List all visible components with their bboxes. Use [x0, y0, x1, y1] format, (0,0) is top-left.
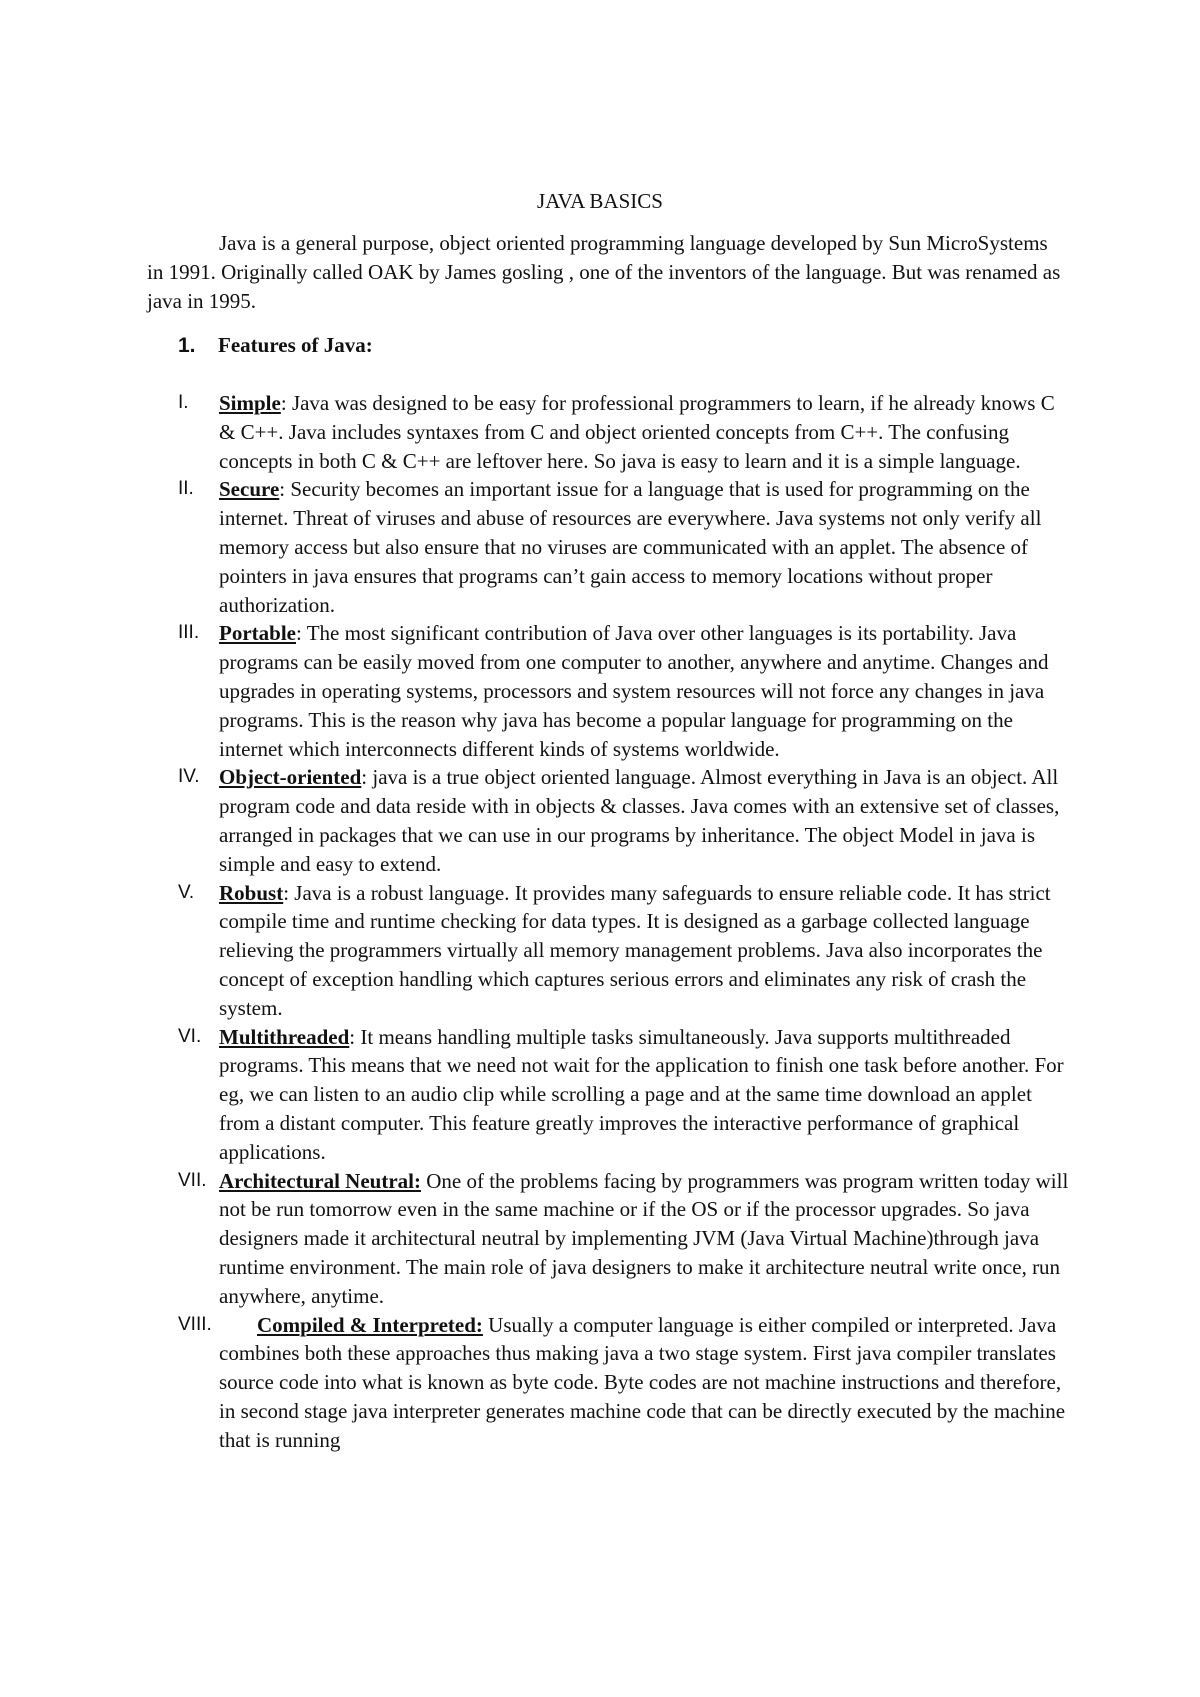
feature-term: Compiled & Interpreted:	[257, 1312, 483, 1337]
intro-paragraph: Java is a general purpose, object oriented programming language developed by Sun MicroSystems in 1991. Originally called OAK by James gosling , one of the inventors of the language. But was renamed as java in 1995.	[147, 231, 1061, 313]
feature-term: Secure	[219, 477, 280, 502]
feature-text: Java is a robust language. It provides many safeguards to ensure reliable code. It has strict compile time and runtime checking for data types. It is designed as a garbage collected language relieving the programmers virtually all memory management problems. Java also incorporates the concept of exception handling which captures serious errors and eliminates any risk of crash the system.	[219, 880, 1051, 1020]
feature-text: It means handling multiple tasks simultaneously. Java supports multithreaded programs. This means that we need not wait for the application to finish one task before another. For eg, we can listen to an audio clip while scrolling a page and at the same time download an applet from a distant computer. This feature greatly improves the interactive performance of graphical applications.	[219, 1024, 1064, 1164]
features-list	[0, 389, 1200, 1454]
feature-text: Usually a computer language is either compiled or interpreted. Java combines both these approaches thus making java a two stage system. First java compiler translates source code into what is known as byte code. Byte codes are not machine instructions and therefore, in second stage java interpreter generates machine code that can be directly executed by the machine that is running	[219, 1312, 1066, 1452]
feature-separator: :	[295, 621, 302, 646]
feature-text: Security becomes an important issue for a language that is used for programming on the internet. Threat of viruses and abuse of resources are everywhere. Java systems not only verify all memory access but also ensure that no viruses are communicated with an applet. The absence of pointers in java ensures that programs can’t gain access to memory locations without proper authorization.	[219, 477, 1042, 617]
feature-text: java is a true object oriented language. Almost everything in Java is an object. All program code and data reside with in objects & classes. Java comes with an extensive set of classes, arranged in packages that we can use in our programs by inheritance. The object Model in java is simple and easy to extend.	[219, 765, 1060, 876]
page-title: JAVA BASICS	[537, 189, 663, 213]
feature-text: The most significant contribution of Java over other languages is its portability. Java programs can be easily moved from one computer to another, anywhere and anytime. Changes and upgrades in operating systems, processors and system resources will not force any changes in java programs. This is the reason why java has become a popular language for programming on the internet which interconnects different kinds of systems worldwide.	[219, 621, 1049, 761]
feature-separator: :	[279, 477, 286, 502]
feature-term: Object-oriented	[219, 765, 362, 790]
section-heading	[178, 331, 373, 360]
feature-item-multithreaded	[0, 1023, 1069, 1167]
feature-separator: :	[349, 1024, 356, 1049]
list-marker: VII.	[178, 1169, 207, 1191]
feature-term: Robust	[219, 880, 284, 905]
feature-text: Java was designed to be easy for professional programmers to learn, if he already knows C & C++. Java includes syntaxes from C and object oriented concepts from C++. The confusing concepts in both C & C++ are leftover here. So java is easy to learn and it is a simple language.	[219, 391, 1055, 473]
feature-term: Multithreaded	[219, 1024, 350, 1049]
feature-item-compiled-interpreted	[0, 1311, 1069, 1455]
section-heading-text: Features of Java:	[218, 333, 373, 357]
list-marker: I.	[178, 392, 189, 413]
feature-item-simple	[0, 389, 1069, 475]
feature-separator: :	[361, 765, 368, 790]
feature-item-architectural-neutral	[0, 1167, 1069, 1311]
feature-item-object-oriented	[0, 763, 1069, 878]
feature-item-robust	[0, 879, 1069, 1023]
feature-separator: :	[280, 391, 287, 415]
feature-term: Simple	[219, 391, 281, 415]
feature-item-portable	[0, 619, 1069, 763]
feature-text: One of the problems facing by programmers was program written today will not be run tomorrow even in the same machine or if the OS or if the processor upgrades. So java designers made it architectural neutral by implementing JVM (Java Virtual Machine)through java runtime environment. The main role of java designers to make it architecture neutral write once, run anywhere, anytime.	[219, 1168, 1069, 1308]
feature-term: Architectural Neutral:	[219, 1168, 421, 1193]
list-marker: IV.	[178, 766, 200, 788]
list-marker: II.	[178, 478, 194, 500]
list-marker: VI.	[178, 1025, 202, 1047]
section-number: 1.	[178, 334, 196, 357]
feature-separator: :	[283, 880, 290, 905]
feature-term: Portable	[219, 621, 296, 646]
feature-item-secure	[0, 475, 1069, 619]
list-marker: III.	[178, 622, 200, 644]
list-marker: V.	[178, 881, 195, 903]
list-marker: VIII.	[178, 1313, 212, 1335]
